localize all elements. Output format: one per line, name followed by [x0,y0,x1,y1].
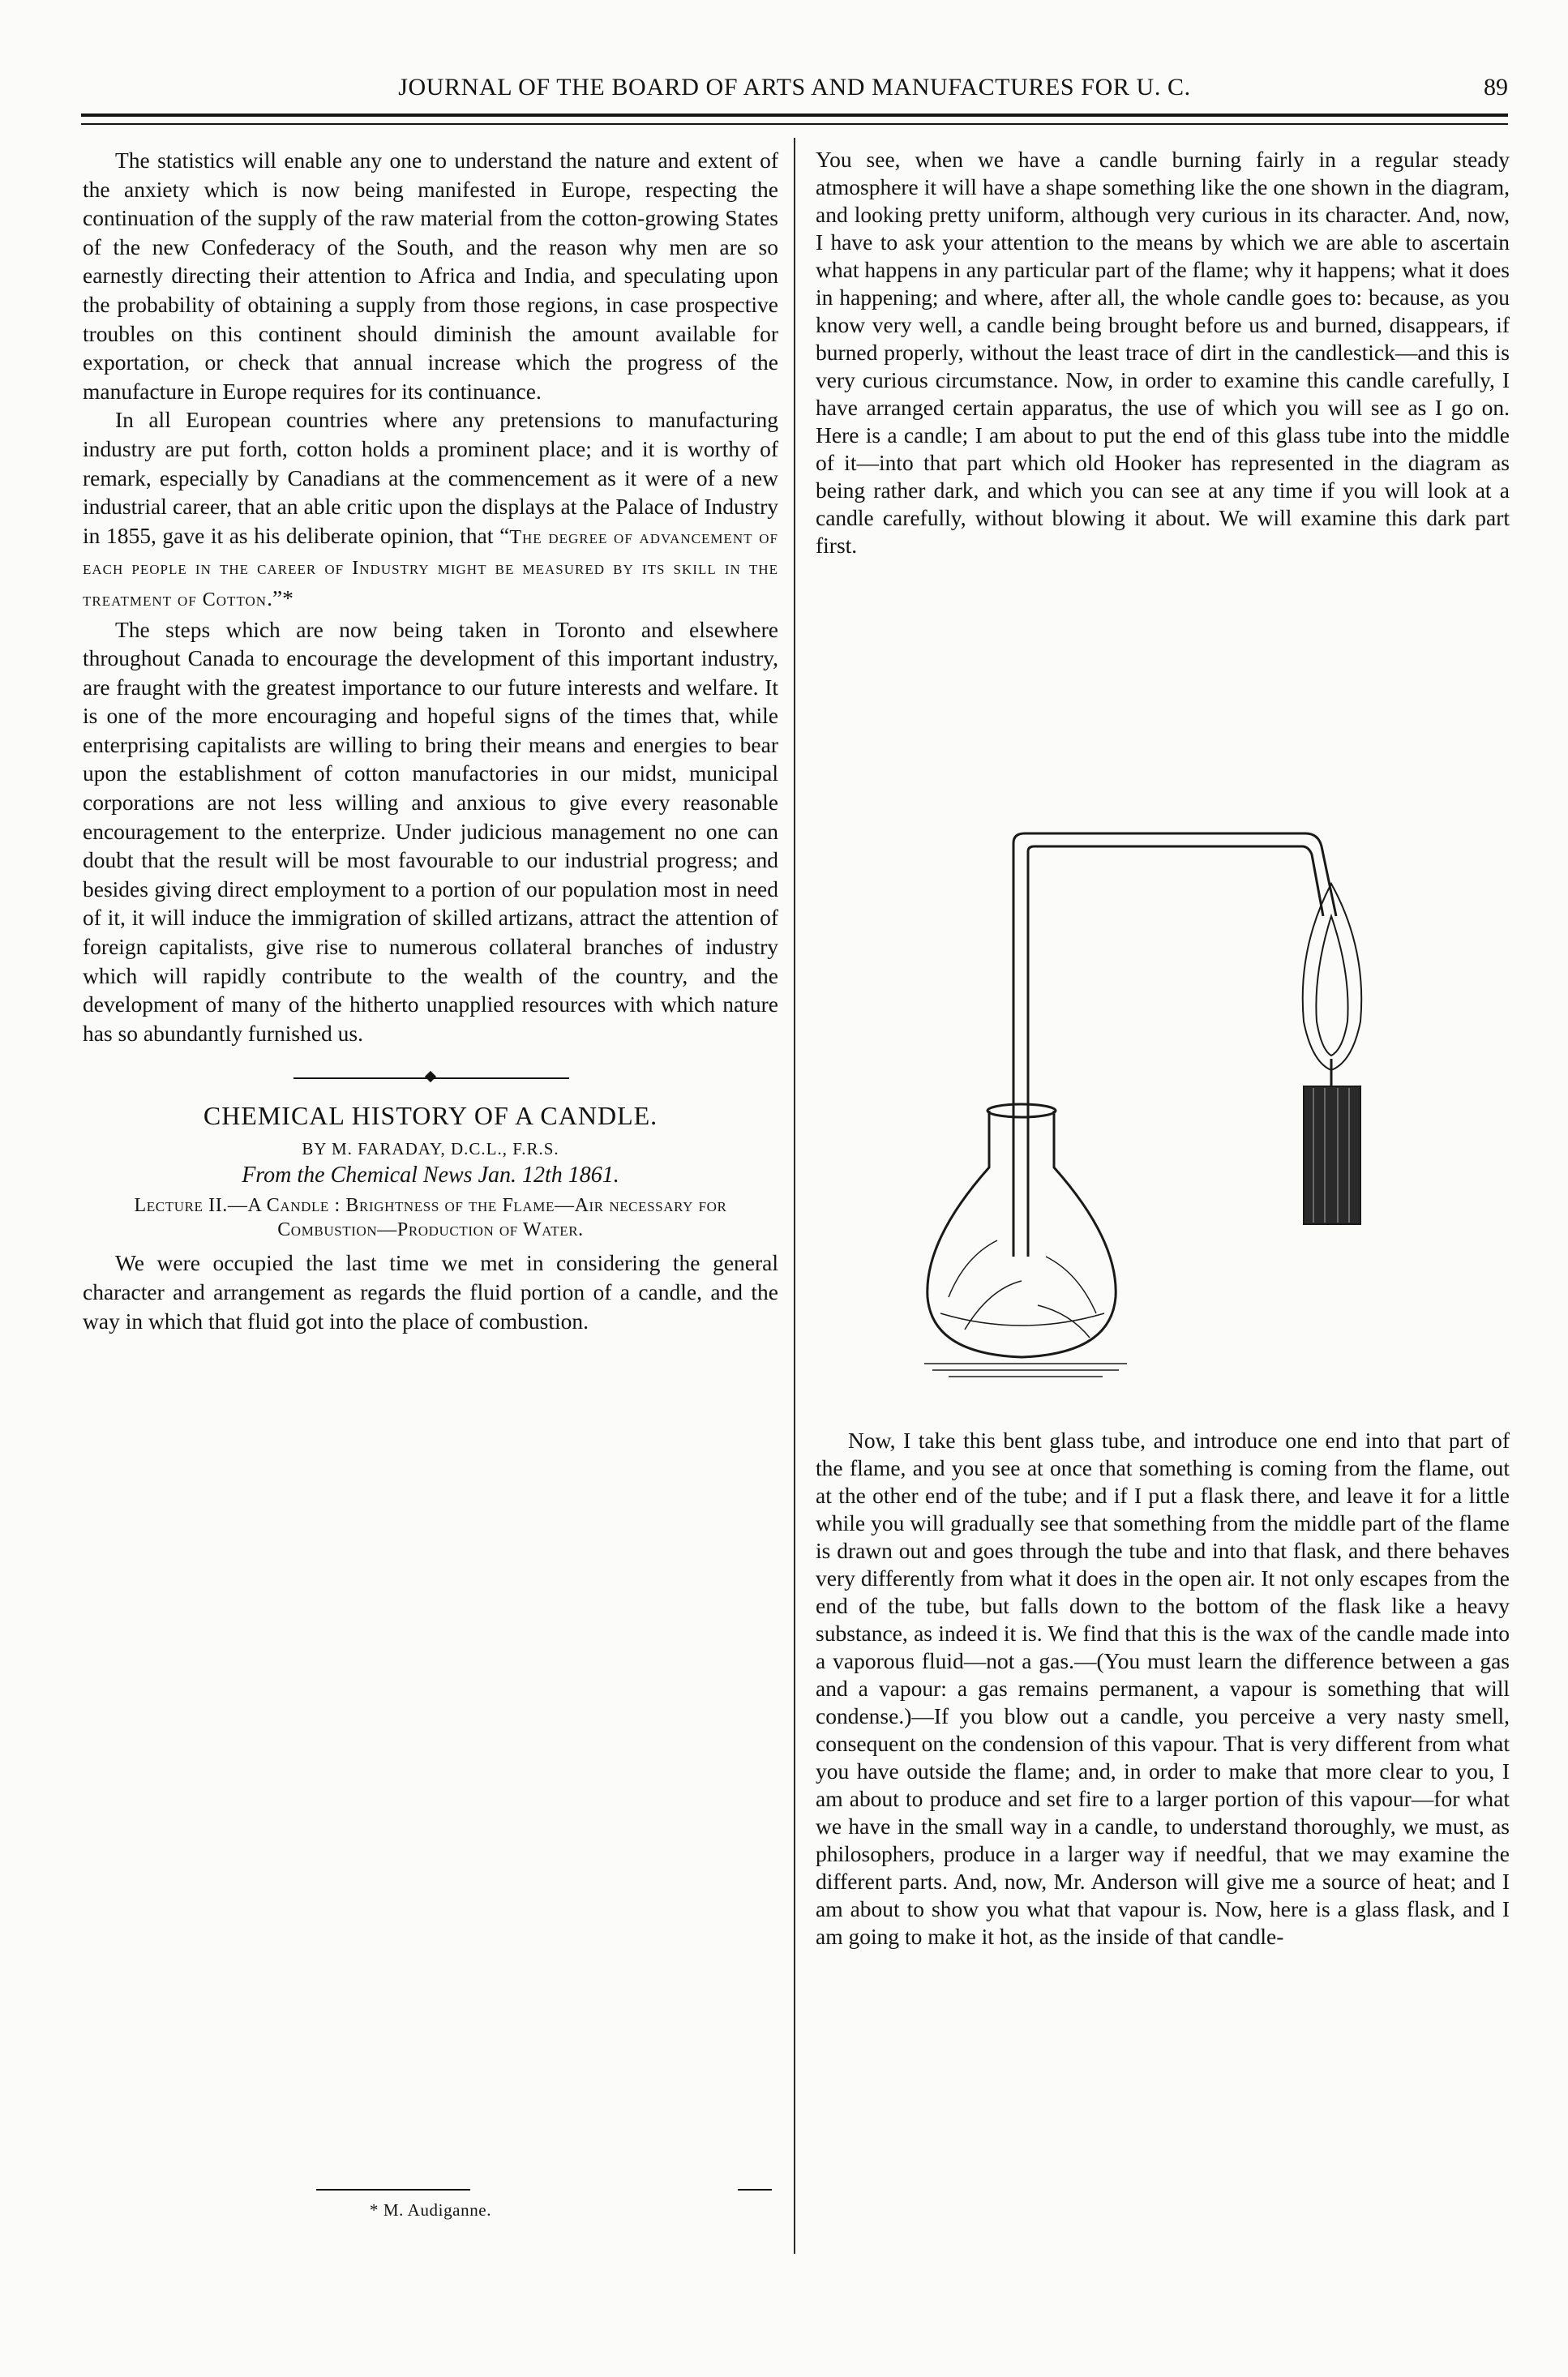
footnote: * M. Audiganne. [369,2200,492,2220]
running-title: JOURNAL OF THE BOARD OF ARTS AND MANUFACTURES FOR U. C. [398,74,1191,101]
left-column [83,146,778,1335]
article-source: From the Chemical News Jan. 12th 1861. [242,1163,619,1188]
cotton-paragraph-3: The steps which are now being taken in Toronto and elsewhere throughout Canada to encourage the development of this important industry, are fraught with the greatest importance to our future interests and welfare. It is one of the more encouraging and hopeful signs of the times that, while enterprising capitalists are willing to bring their means and energies to bear upon the establishment of cotton manufactories in our midst, municipal corporations are not less willing and anxious to give every reasonable encouragement to the enterprize. Under judicious management no one can doubt that the result will be most favourable to our industrial progress; and besides giving direct employment to a portion of our population most in need of it, it will induce the immigration of skilled artizans, attract the attention of foreign capitalists, give rise to numerous collateral branches of industry which will rapidly contribute to the wealth of the country, and the development of many of the hitherto unapplied resources with which nature has so abundantly furnished us. [83,616,778,1046]
cotton-paragraph-2-text: In all European countries where any pretensions to manufacturing industry are put forth, cotton holds a prominent place; and it is worthy of remark, especially by Canadians at the commencement as it were of a new industrial career, that an able critic upon the displays at the Palace of Industry in 1855, gave it as his deliberate opinion, that “ [83,407,778,548]
separator-diamond-icon [425,1071,436,1082]
bent-glass-tube [1013,833,1336,1257]
flask-base-shading [924,1364,1127,1377]
right-column-bottom [816,1427,1510,1951]
footnote-rule-short [738,2189,772,2191]
quote-close: .”* [267,585,293,610]
candle-flask-illustration [916,819,1484,1378]
lecture-heading: Lecture II.—A Candle : Brightness of the Flame—Air necessary for Combustion—Production of Water. [134,1195,727,1241]
quoted-opinion: The degree of advancement of each people in the career of Industry might be measured by its skill in the treatment of Cotton [83,526,778,610]
right-column-top [816,146,1510,559]
header-rule-thin [81,123,1508,125]
article-byline: BY M. FARADAY, D.C.L., F.R.S. [302,1139,559,1159]
column-divider [794,138,795,2254]
lecture-paragraph-1: We were occupied the last time we met in considering the general character and arrangement as regards the fluid portion of a candle, and the way in which that fluid got into the place of combustion. [83,1250,778,1334]
cotton-paragraph-1: The statistics will enable any one to understand the nature and extent of the anxiety which is now being manifested in Europe, respecting the continuation of the supply of the raw material from the cotton-growing States of the new Confederacy of the South, and the reason why men are so earnestly directing their attention to Africa and India, and speculating upon the probability of obtaining a supply from those regions, in case prospective troubles on this continent should diminish the amount available for exportation, or check that annual increase which the progress of the manufacture in Europe requires for its continuance. [83,148,778,404]
candle-paragraph-1: You see, when we have a candle burning fairly in a regular steady atmosphere it will have a shape something like the one shown in the diagram, and looking pretty uniform, although very curious in its character. And, now, I have to ask your attention to the means by which we are able to ascertain what happens in any particular part of the flame; why it happens; what it does in happening; and where, after all, the whole candle goes to: because, as you know very well, a candle being brought before us and burned, disappears, if burned properly, without the least trace of dirt in the candlestick—and this is very curious circumstance. Now, in order to examine this candle carefully, I have arranged certain apparatus, the use of which you will see as I go on. Here is a candle; I am about to put the end of this glass tube into the middle of it—into that part which old Hooker has represented in the diagram as being rather dark, and which you can see at any time if you will look at a candle carefully, without blowing it about. We will examine this dark part first. [816,147,1510,558]
article-title: CHEMICAL HISTORY OF A CANDLE. [203,1101,658,1131]
candle-paragraph-2: Now, I take this bent glass tube, and introduce one end into that part of the flame, and you see at once that something is coming from the flame, out at the other end of the tube; and if I put a flask there, and leave it for a little while you will gradually see that something from the middle part of the flame is drawn out and goes through the tube and into that flask, and there behaves very differently from what it does in the open air. It not only escapes from the end of the tube, but falls down to the bottom of the flask like a heavy substance, as indeed it is. We find that this is the wax of the candle made into a vaporous fluid—not a gas.—(You must learn the difference between a gas and a vapour: a gas remains permanent, a vapour is something that will condense.)—If you blow out a candle, you perceive a very nasty smell, consequent on the condension of this vapour. That is very different from what you have outside the flame; and, in order to make that more clear to you, I am about to produce and set fire to a larger portion of this vapour—for what we have in the small way in a candle, to understand thoroughly, we must, as philosophers, produce in a larger way if needful, that we may examine the different parts. And, now, Mr. Anderson will give me a source of heat; and I am about to show you what that vapour is. Now, here is a glass flask, and I am going to make it hot, as the inside of that candle- [816,1428,1510,1949]
page-number: 89 [1484,74,1508,101]
candle-body [1304,1086,1360,1224]
running-head [81,71,1508,104]
header-rule-thick [81,113,1508,117]
glass-flask [928,1104,1116,1357]
candle-flame-icon [1303,884,1362,1086]
cotton-paragraph-2 [83,405,778,615]
article-separator [83,1062,778,1094]
footnote-rule [316,2189,470,2191]
